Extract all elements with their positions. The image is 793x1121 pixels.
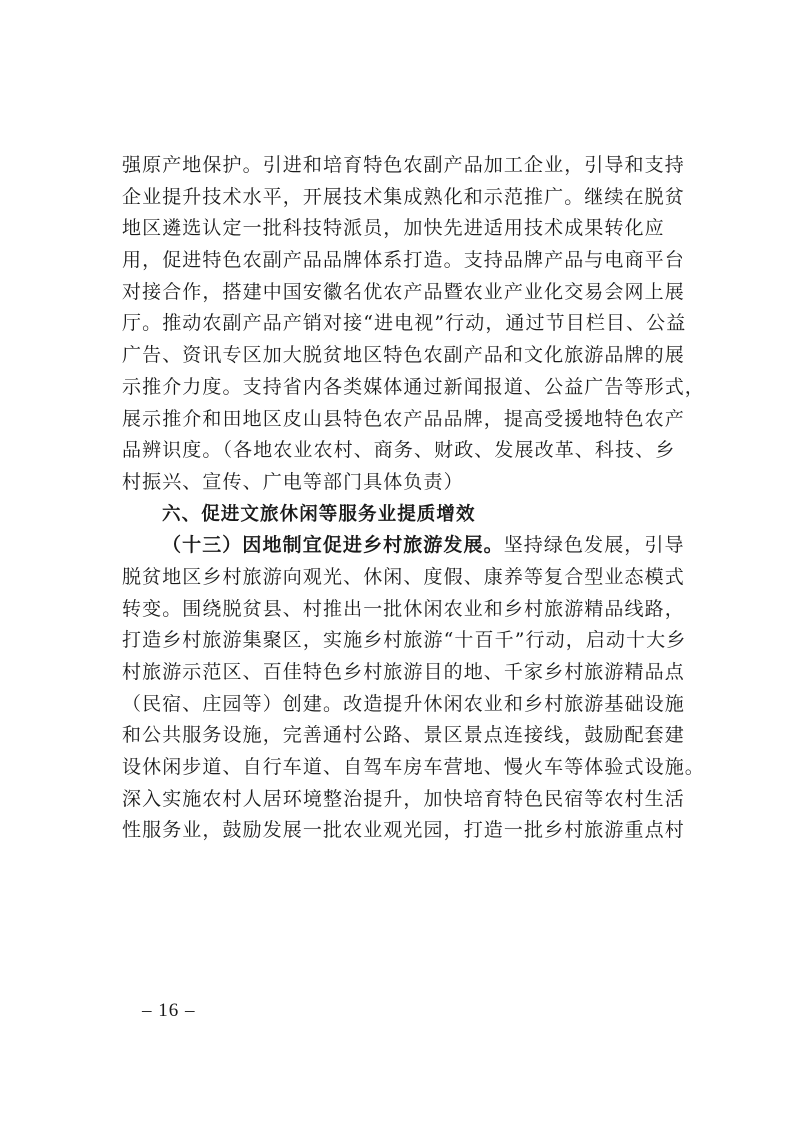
subsection-title: （十三）因地制宜促进乡村旅游发展。 [162,534,504,557]
text-line: 和公共服务设施，完善通村公路、景区景点连接线，鼓励配套建 [122,724,685,747]
text-line: 村旅游示范区、百佳特色乡村旅游目的地、千家乡村旅游精品点 [122,661,685,683]
text-line: 示推介力度。支持省内各类媒体通过新闻报道、公益广告等形式， [122,375,705,398]
paragraph-1 [122,150,705,499]
text-span: 坚持绿色发展，引导 [503,534,685,557]
text-line: 地区遴选认定一批科技特派员，加快先进适用技术成果转化应 [122,217,665,240]
text-line: 用，促进特色农副产品品牌体系打造。支持品牌产品与电商平台 [122,249,685,272]
text-line: 设休闲步道、自行车道、自驾车房车营地、慢火车等体验式设施。 [122,756,705,779]
text-line: 强原产地保护。引进和培育特色农副产品加工企业，引导和支持 [122,154,685,176]
text-line: 品辨识度。（各地农业农村、商务、财政、发展改革、科技、乡 [122,439,676,462]
text-line: 深入实施农村人居环境整治提升，加快培育特色民宿等农村生活 [122,787,685,810]
paragraph-2 [122,530,705,847]
text-line: 村振兴、宣传、广电等部门具体负责） [122,470,464,493]
text-line: 对接合作，搭建中国安徽名优农产品暨农业产业化交易会网上展 [122,280,685,303]
text-line: 企业提升技术水平，开展技术集成熟化和示范推广。继续在脱贫 [122,185,685,208]
text-line: 展示推介和田地区皮山县特色农产品品牌，提高受援地特色农产 [122,407,685,430]
page-number: – 16 – [142,1000,196,1021]
text-line: 打造乡村旅游集聚区，实施乡村旅游“十百千”行动，启动十大乡 [122,629,687,652]
section-heading: 六、促进文旅休闲等服务业提质增效 [162,503,476,525]
paragraph-2-first-line [122,530,687,562]
text-line: 广告、资讯专区加大脱贫地区特色农副产品和文化旅游品牌的展 [122,344,685,367]
text-line: （民宿、庄园等）创建。改造提升休闲农业和乡村旅游基础设施 [122,692,685,715]
text-line: 转变。围绕脱贫县、村推出一批休闲农业和乡村旅游精品线路， [122,597,685,620]
text-line: 厅。推动农副产品产销对接“进电视”行动，通过节目栏目、公益 [122,312,687,335]
text-line: 脱贫地区乡村旅游向观光、休闲、度假、康养等复合型业态模式 [122,565,685,588]
text-line: 性服务业，鼓励发展一批农业观光园，打造一批乡村旅游重点村 [122,819,685,842]
document-body [122,150,705,847]
